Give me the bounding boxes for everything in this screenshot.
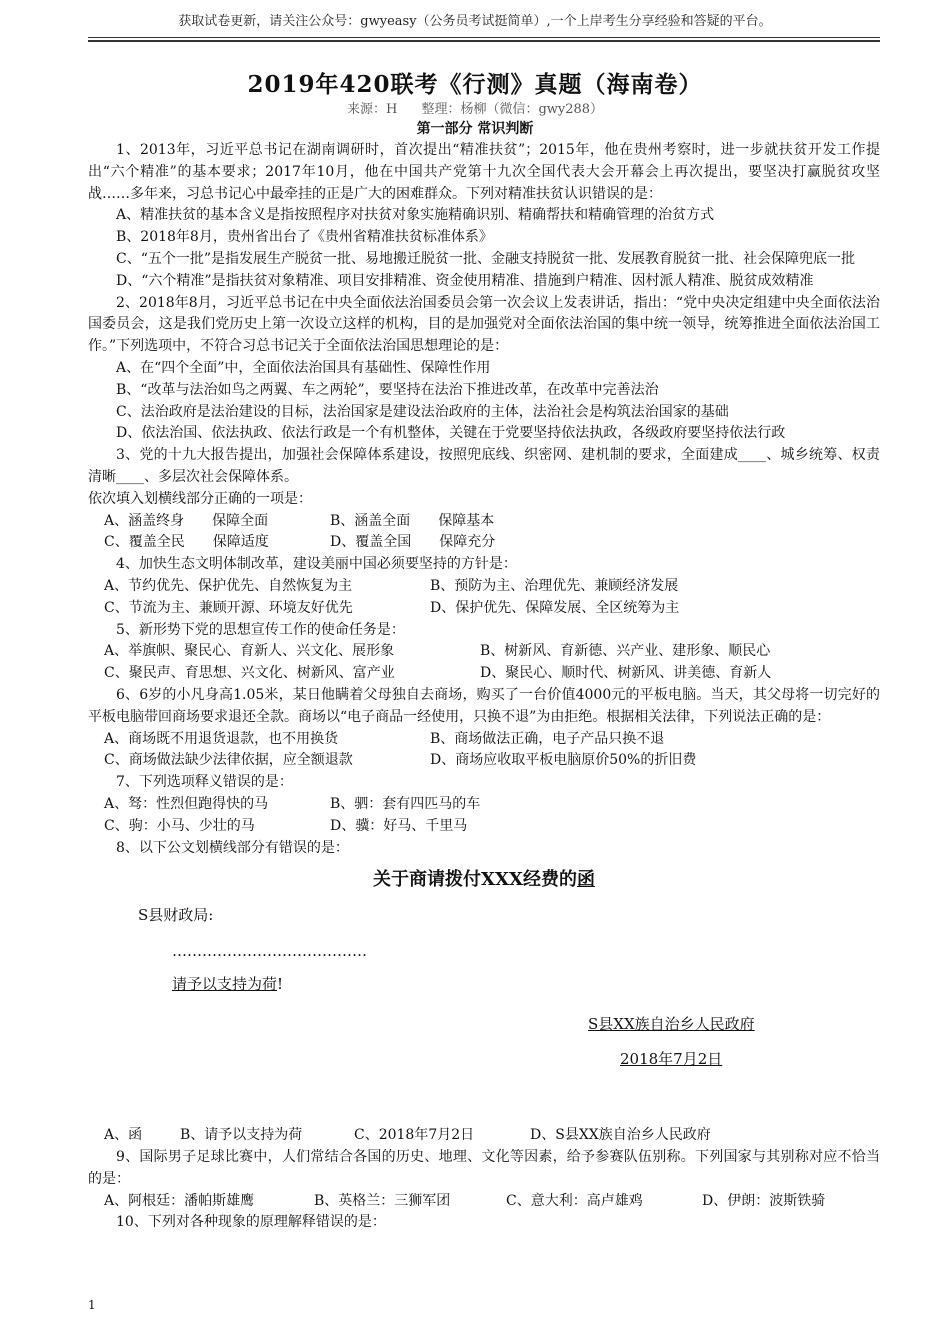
question-5-stem: 5、新形势下党的思想宣传工作的使命任务是： <box>116 621 405 638</box>
page-number: 1 <box>88 1298 96 1312</box>
letter-body-ellipsis: ………………………………… <box>172 942 367 961</box>
question-4-options-row-2 <box>88 598 880 620</box>
question-4-stem: 4、加快生态文明体制改革，建设美丽中国必须要坚持的方针是： <box>116 556 517 573</box>
question-1-option-c: C、“五个一批”是指发展生产脱贫一批、易地搬迁脱贫一批、金融支持脱贫一批、发展教育脱贫一批、社会保障兜底一批 <box>116 250 856 267</box>
source: 来源：H <box>346 102 398 117</box>
question-7-option-b: B、驷：套有四匹马的车 <box>330 795 481 812</box>
question-9-option-a: A、阿根廷：潘帕斯雄鹰 <box>104 1192 255 1209</box>
question-2-option-b: B、“改革与法治如鸟之两翼、车之两轮”，要坚持在法治下推进改革，在改革中完善法治 <box>116 381 659 398</box>
question-1-option-d: D、“六个精准”是指扶贫对象精准、项目安排精准、资金使用精准、措施到户精准、因村派人精准、脱贫成效精准 <box>116 272 814 289</box>
question-2-stem: 2、2018年8月，习近平总书记在中央全面依法治国委员会第一次会议上发表讲话，指出：“党中央决定组建中央全面依法治国委员会，这是我们党历史上第一次设立这样的机构，目的是加强党对全面依法治国的集中统一领导，统筹推进全面依法治国工作。”下列选项中，不符合习总书记关于全面依法治国思想理论的是： <box>88 294 880 355</box>
header-divider <box>88 37 880 38</box>
question-1-stem: 1、2013年，习近平总书记在湖南调研时，首次提出“精准扶贫”；2015年，他在贵州考察时，进一步就扶贫开发工作提出“六个精准”的基本要求；2017年10月，他在中国共产党第十九次全国代表大会开幕会上再次提出，要坚决打赢脱贫攻坚战……多年来，习总书记心中最牵挂的正是广大的困难群众。下列对精准扶贫认识错误的是： <box>88 142 880 202</box>
question-3-option-b: B、涵盖全面 保障基本 <box>330 512 495 529</box>
letter-recipient: S县财政局: <box>138 906 214 925</box>
question-1-option-b: B、2018年8月，贵州省出台了《贵州省精准扶贫标准体系》 <box>116 229 493 246</box>
question-5-option-c: C、聚民声、育思想、兴文化、树新风、富产业 <box>104 665 395 682</box>
question-5-options-row-2 <box>88 663 880 685</box>
question-2-option-d: D、依法治国、依法执政、依法行政是一个有机整体，关键在于党要坚持依法执政，各级政府要坚持依法行政 <box>116 425 786 442</box>
letter-closing: 请予以支持为荷! <box>172 975 284 994</box>
question-10-stem: 10、下列对各种现象的原理解释错误的是： <box>116 1214 386 1231</box>
question-4-option-b: B、预防为主、治理优先、兼顾经济发展 <box>430 577 679 594</box>
letter-title: 关于商请拨付XXX经费的函 <box>373 869 595 891</box>
question-7-stem: 7、下列选项释义错误的是： <box>116 774 293 791</box>
question-5-option-a: A、举旗帜、聚民心、育新人、兴文化、展形象 <box>104 643 395 660</box>
question-3-option-d: D、覆盖全国 保障充分 <box>330 534 496 551</box>
letter-date: 2018年7月2日 <box>620 1050 723 1069</box>
question-3-stem: 3、党的十九大报告提出，加强社会保障体系建设，按照兜底线、织密网、建机制的要求，全面建成____、城乡统筹、权责清晰____、多层次社会保障体系。 <box>88 447 880 485</box>
official-letter-figure <box>88 859 880 1125</box>
question-6-options-row-1 <box>88 729 880 751</box>
question-2-option-a: A、在“四个全面”中，全面依法治国具有基础性、保障性作用 <box>116 359 491 376</box>
question-9-options-row <box>88 1191 880 1213</box>
question-3-options-row-2 <box>88 532 880 554</box>
question-9-option-c: C、意大利：高卢雄鸡 <box>506 1192 643 1209</box>
question-8-option-b: B、请予以支持为荷 <box>180 1127 303 1144</box>
question-8-option-c: C、2018年7月2日 <box>354 1127 475 1144</box>
question-4-options-row-1 <box>88 576 880 598</box>
question-8-stem: 8、以下公文划横线部分有错误的是： <box>116 839 349 856</box>
question-9-option-d: D、伊朗：波斯铁骑 <box>702 1192 826 1209</box>
document-body <box>88 140 880 1234</box>
question-6-options-row-2 <box>88 750 880 772</box>
question-3-option-a: A、涵盖终身 保障全面 <box>104 512 269 529</box>
question-7-options-row-1 <box>88 794 880 816</box>
question-7-option-d: D、骥：好马、千里马 <box>330 817 468 834</box>
question-2-option-c: C、法治政府是法治建设的目标，法治国家是建设法治政府的主体，法治社会是构筑法治国家的基础 <box>116 403 729 420</box>
subtitle <box>0 98 950 117</box>
question-4-option-d: D、保护优先、保障发展、全区统筹为主 <box>430 599 680 616</box>
question-9-stem: 9、国际男子足球比赛中，人们常结合各国的历史、地理、文化等因素，给予参赛队伍别称。下列国家与其别称对应不恰当的是： <box>88 1149 880 1187</box>
question-3-option-c: C、覆盖全民 保障适度 <box>104 534 269 551</box>
question-5-option-d: D、聚民心、顺时代、树新风、讲美德、育新人 <box>480 665 772 682</box>
section-heading: 第一部分 常识判断 <box>416 121 534 137</box>
question-3-instruction: 依次填入划横线部分正确的一项是： <box>88 490 312 507</box>
question-4-option-c: C、节流为主、兼顾开源、环境友好优先 <box>104 599 353 616</box>
editor: 整理：杨柳（微信：gwy288） <box>421 102 604 117</box>
question-6-option-d: D、商场应收取平板电脑原价50%的折旧费 <box>430 752 697 769</box>
question-6-option-b: B、商场做法正确，电子产品只换不退 <box>430 730 665 747</box>
question-9-option-b: B、英格兰：三狮军团 <box>314 1192 451 1209</box>
question-8-options-row <box>88 1125 880 1147</box>
question-1-option-a: A、精准扶贫的基本含义是指按照程序对扶贫对象实施精确识别、精确帮扶和精确管理的治贫方式 <box>116 207 715 224</box>
header-note: 获取试卷更新，请关注公众号：gwyeasy（公务员考试挺简单）,一个上岸考生分享经验和答疑的平台。 <box>178 14 772 29</box>
question-8-option-a: A、函 <box>104 1127 143 1144</box>
letter-signature: S县XX族自治乡人民政府 <box>588 1015 755 1034</box>
question-4-option-a: A、节约优先、保护优先、自然恢复为主 <box>104 577 353 594</box>
page-title: 2019年420联考《行测》真题（海南卷） <box>247 71 703 98</box>
question-7-options-row-2 <box>88 816 880 838</box>
question-8-option-d: D、S县XX族自治乡人民政府 <box>530 1127 711 1144</box>
question-5-options-row-1 <box>88 641 880 663</box>
header-divider-thick <box>88 40 880 42</box>
question-3-options-row-1 <box>88 511 880 533</box>
question-7-option-c: C、驹：小马、少壮的马 <box>104 817 255 834</box>
question-5-option-b: B、树新风、育新德、兴产业、建形象、顺民心 <box>480 643 771 660</box>
question-6-option-a: A、商场既不用退货退款，也不用换货 <box>104 730 339 747</box>
question-6-option-c: C、商场做法缺少法律依据，应全额退款 <box>104 752 353 769</box>
question-7-option-a: A、驽：性烈但跑得快的马 <box>104 795 269 812</box>
question-6-stem: 6、6岁的小凡身高1.05米，某日他瞒着父母独自去商场，购买了一台价值4000元的平板电脑。当天，其父母将一切完好的平板电脑带回商场要求退还全款。商场以“电子商品一经使用，只换不退”为由拒绝。根据相关法律，下列说法正确的是： <box>88 686 880 725</box>
